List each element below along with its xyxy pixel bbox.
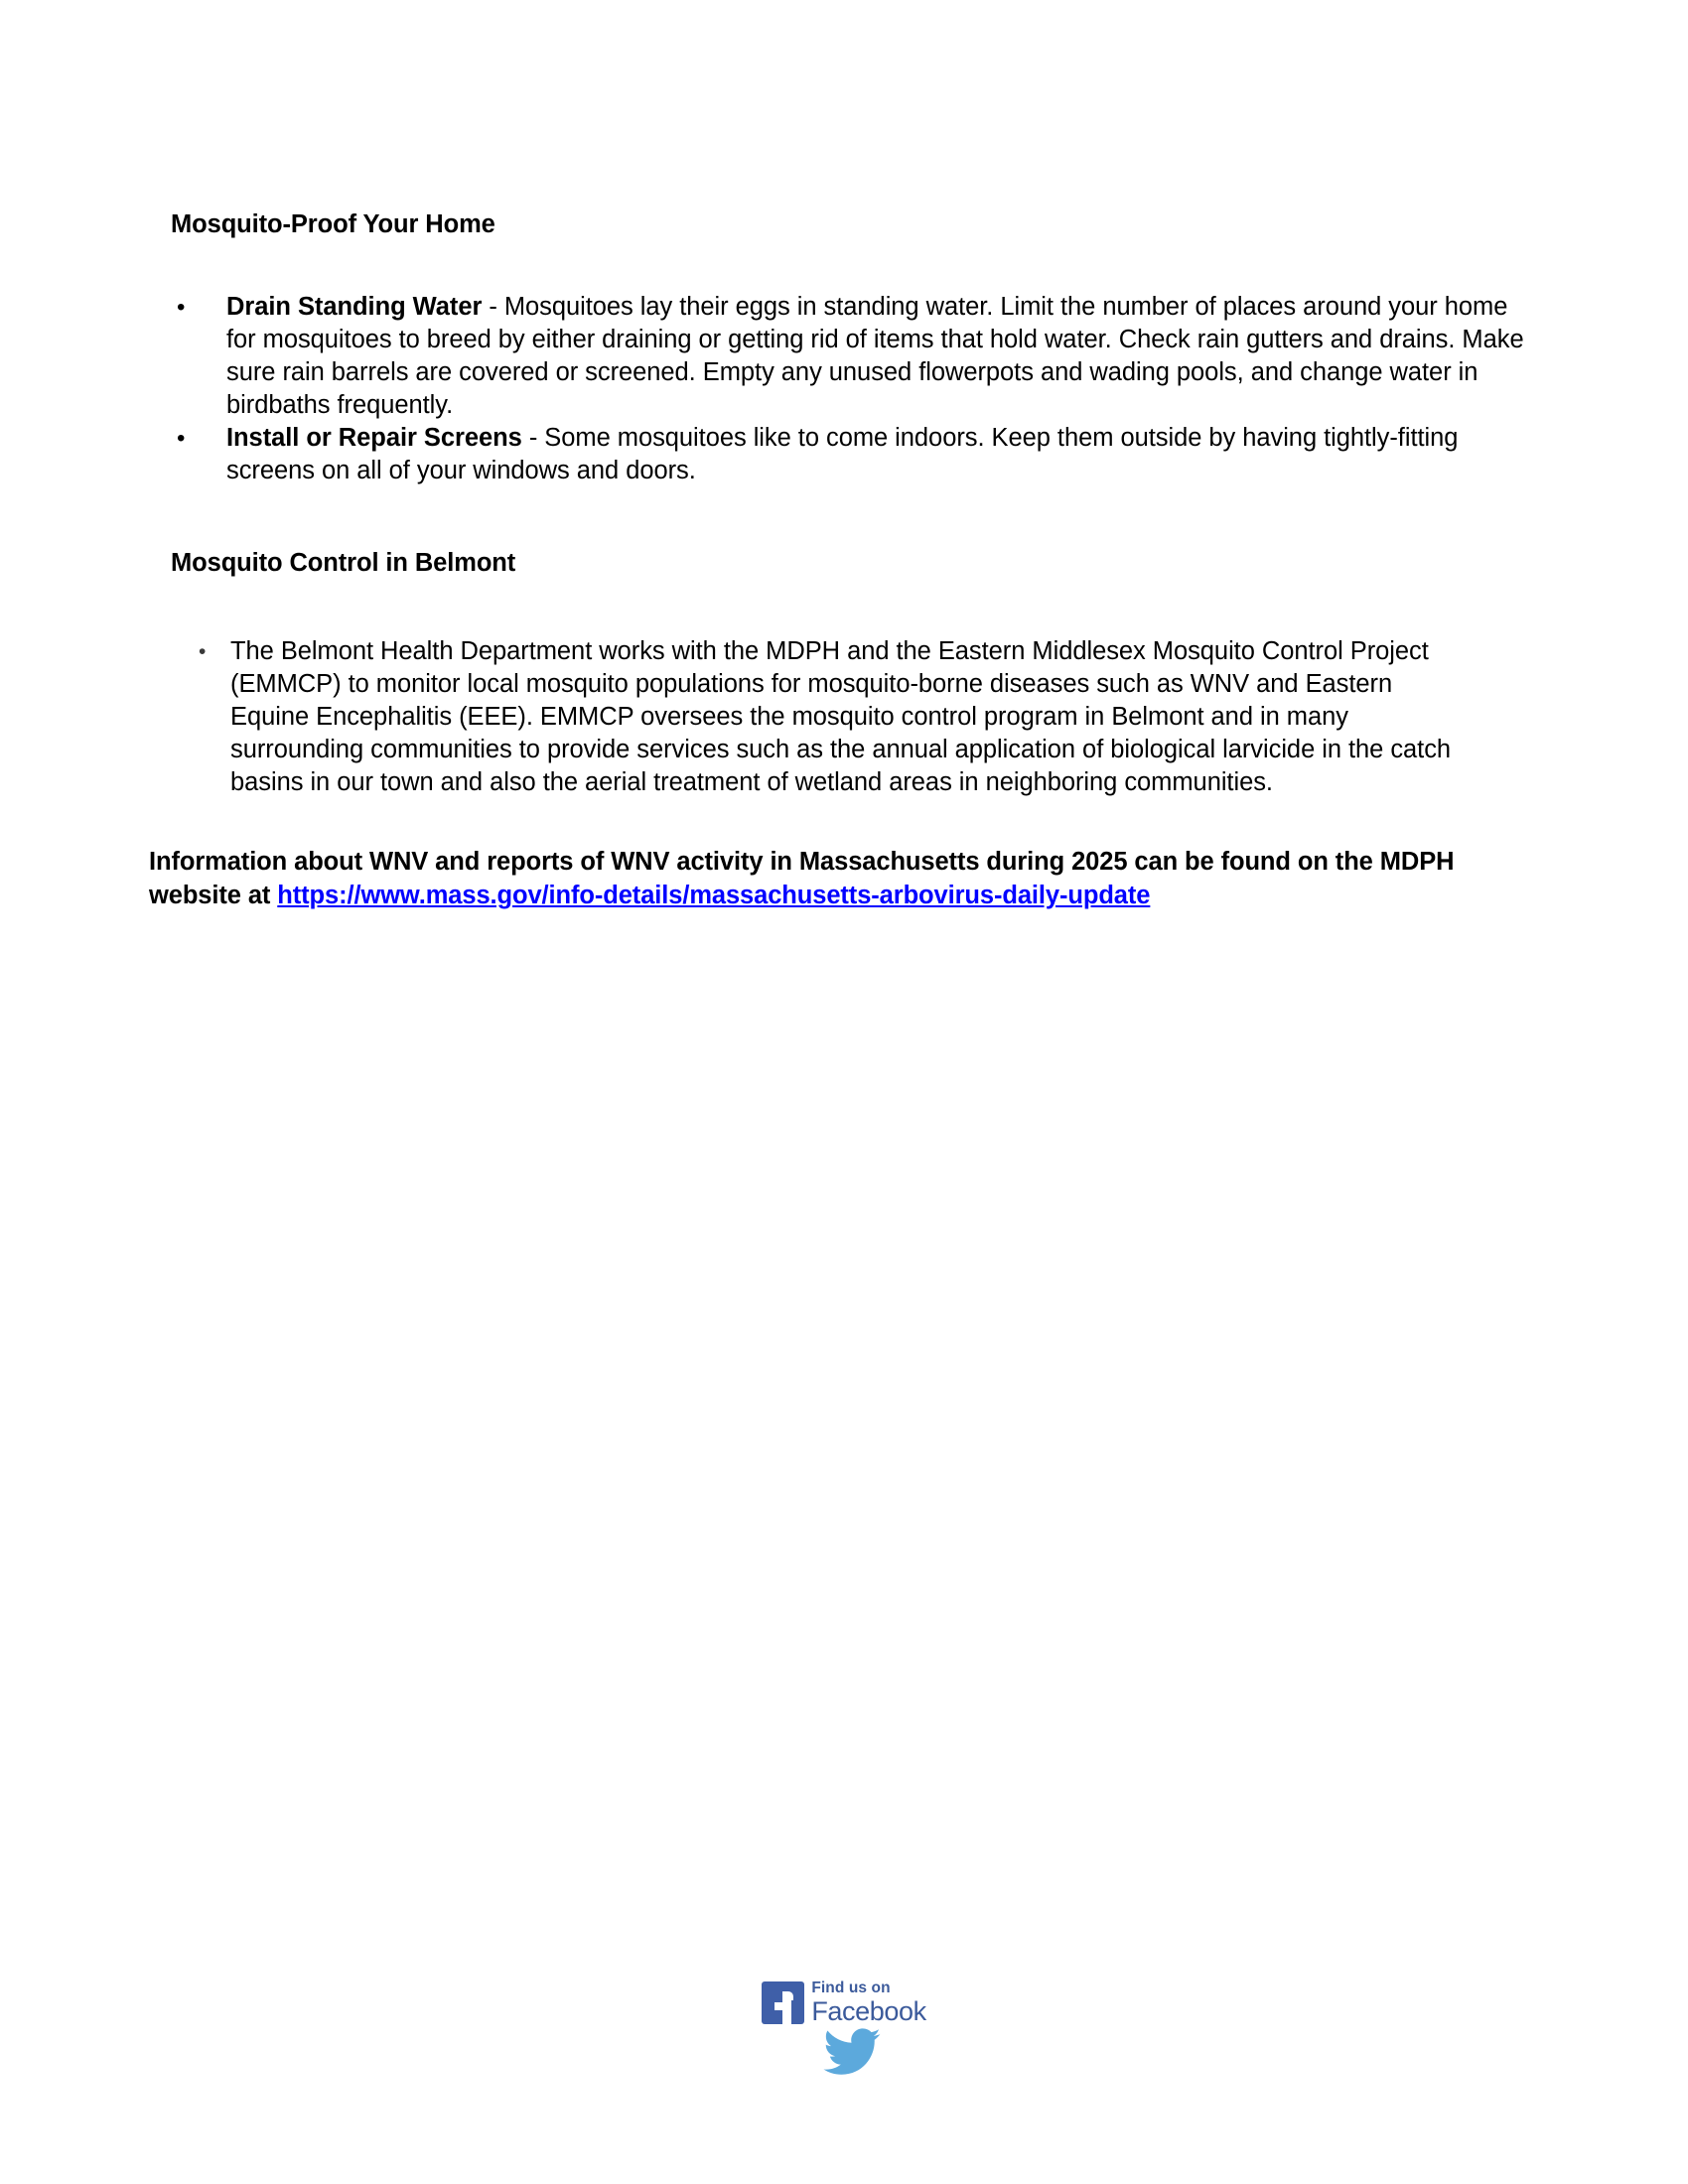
facebook-f-bar bbox=[774, 2002, 791, 2010]
list-item-body: The Belmont Health Department works with the MDPH and the Eastern Middlesex Mosquito Control Project (EMMCP) to monitor local mosquito populations for mosquito-borne diseases such as WNV and Eastern Equine Encephalitis (EEE). EMMCP oversees the mosquito control program in Belmont and in many surrounding communities to provide services such as the annual application of biological larvicide in the catch basins in our town and also the aerial treatment of wetland areas in neighboring communities. bbox=[230, 637, 1452, 797]
spacer bbox=[149, 580, 1539, 635]
closing-paragraph bbox=[149, 845, 1470, 912]
list-item-body: - Mosquitoes lay their eggs in standing water. Limit the number of places around your home for mosquitoes to breed by either draining or getting rid of items that hold water. Check rain gutters and drains. Make sure rain barrels are covered or screened. Empty any unused flowerpots and wading pools, and change water in birdbaths frequently. bbox=[226, 293, 1524, 420]
twitter-icon[interactable] bbox=[822, 2027, 884, 2084]
list-item-lead: Install or Repair Screens bbox=[226, 424, 522, 453]
footer-social-badges bbox=[0, 1980, 1688, 2084]
mdph-arbovirus-daily-update-link[interactable]: https://www.mass.gov/info-details/massachusetts-arbovirus-daily-update bbox=[277, 882, 1151, 910]
bullet-dot-icon: • bbox=[177, 425, 186, 453]
section-heading-mosquito-control-in-belmont: Mosquito Control in Belmont bbox=[171, 549, 516, 578]
bullet-dot-icon: • bbox=[199, 640, 207, 664]
facebook-brand-label: Facebook bbox=[811, 1995, 926, 2026]
bullet-dot-icon: • bbox=[177, 294, 186, 322]
bullet-list-mosquito-control bbox=[149, 635, 1539, 799]
facebook-find-us-on-label: Find us on bbox=[811, 1979, 891, 1996]
bullet-list-mosquito-proof bbox=[149, 291, 1539, 487]
spacer bbox=[149, 487, 1539, 547]
find-us-on-facebook-badge[interactable] bbox=[762, 1980, 925, 2025]
facebook-icon[interactable] bbox=[762, 1981, 804, 2024]
list-item bbox=[149, 422, 1537, 487]
facebook-badge-text bbox=[811, 1980, 925, 2025]
document-content bbox=[149, 208, 1539, 912]
section-heading-mosquito-proof-your-home: Mosquito-Proof Your Home bbox=[171, 210, 495, 238]
list-item bbox=[149, 291, 1537, 422]
closing-paragraph-text: Information about WNV and reports of WNV activity in Massachusetts during 2025 can be found on the MDPH website at bbox=[149, 848, 1455, 910]
list-item-body: - Some mosquitoes like to come indoors. Keep them outside by having tightly-fitting screens on all of your windows and doors. bbox=[226, 424, 1459, 485]
list-item-lead: Drain Standing Water bbox=[226, 293, 483, 322]
spacer bbox=[149, 241, 1539, 291]
spacer bbox=[149, 799, 1539, 845]
list-item bbox=[149, 635, 1470, 799]
